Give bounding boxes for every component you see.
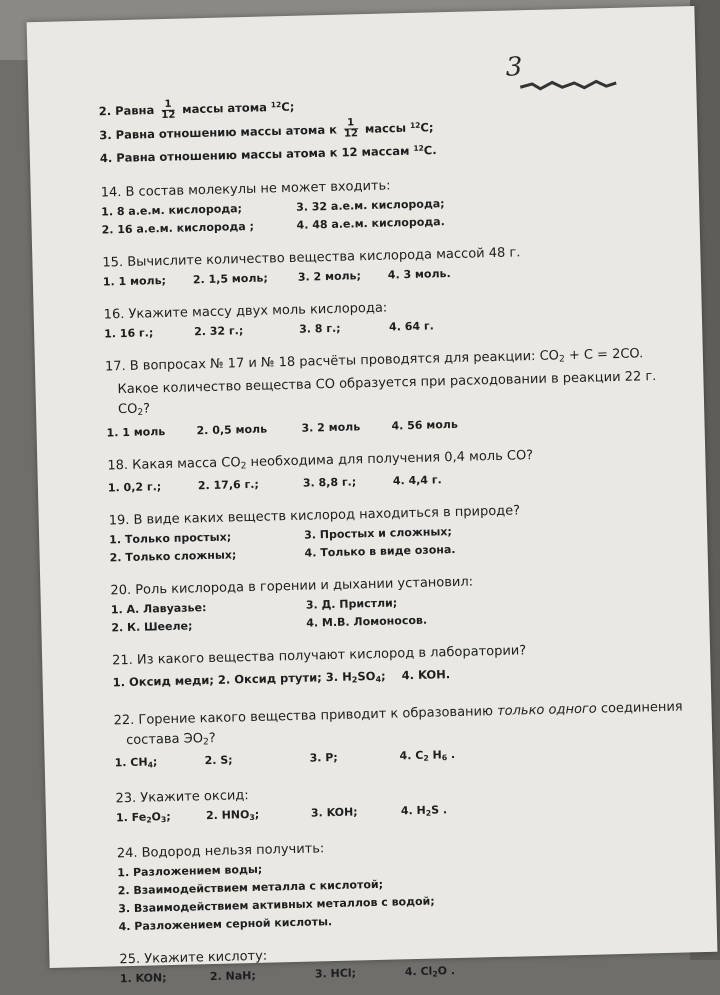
intro-answers bbox=[98, 85, 670, 170]
question-16: 16. Укажите массу двух моль кислорода: 1. 16 г.; 2. 32 г.; 3. 8 г.; 4. 64 г. bbox=[103, 292, 674, 344]
option: 2. S; bbox=[204, 753, 233, 768]
option: 1. 1 моль bbox=[106, 424, 166, 440]
option: 2. NaH; bbox=[209, 969, 256, 984]
option: 1. 8 а.е.м. кислорода; bbox=[101, 202, 243, 219]
option: 3. Д. Пристли; bbox=[305, 596, 398, 612]
option: 1. $CH_4$; bbox=[114, 755, 158, 770]
option: 1. 16 г.; bbox=[104, 326, 154, 341]
fraction: $\frac{1}{12}$ bbox=[161, 98, 176, 121]
option: 3. 32 а.е.м. кислорода; bbox=[295, 197, 445, 214]
option: 3. 2 моль; bbox=[297, 269, 362, 284]
option: 2. 0,5 моль bbox=[196, 422, 268, 438]
option: 3. 2 моль bbox=[301, 420, 361, 435]
option: 2. Оксид ртути; bbox=[217, 670, 322, 687]
page-number: 3 bbox=[505, 52, 523, 83]
option: 4. Разложением серной кислоты. bbox=[118, 915, 333, 934]
option: 4. $C_2$ $H_6$ . bbox=[399, 748, 456, 764]
question-22: 22. Горение какого вещества приводит к образованию только одного соединения состава $ЭО_2$? 1. $CH_4$; 2. S; 3. P; 4. $C_2$ $H_6$ . bbox=[113, 697, 684, 775]
option: 4. 64 г. bbox=[388, 319, 434, 334]
option: 2. 16 а.е.м. кислорода ; bbox=[101, 220, 255, 237]
option: 4. М.В. Ломоносов. bbox=[306, 613, 428, 630]
questions-list bbox=[98, 85, 690, 994]
question-18: 18. Какая масса $CO_2$ необходима для получения 0,4 моль CO? 1. 0,2 г.; 2. 17,6 г.; 3. 8,8 г.; 4. 4,4 г. bbox=[107, 442, 678, 497]
option: 3. Взаимодействием активных металлов с водой; bbox=[118, 894, 435, 916]
option: 2. $HNO_3$; bbox=[205, 808, 260, 823]
question-17-line-1: 17. В вопросах № 17 и № 18 расчёты проводятся для реакции: $CO_2 + C = 2CO$. bbox=[104, 346, 644, 375]
option: 2. 17,6 г.; bbox=[197, 477, 260, 493]
option: 1. Разложением воды; bbox=[117, 862, 263, 880]
test-sheet bbox=[27, 6, 718, 986]
option: 3. 8,8 г.; bbox=[302, 475, 357, 490]
question-21: 21. Из какого вещества получают кислород в лаборатории? 1. Оксид меди; 2. Оксид ртути; 3. $H_2SO_4$; 4. KOH. bbox=[112, 637, 683, 697]
option: 3. HCl; bbox=[314, 966, 357, 981]
option: 4. $Cl_2O$ . bbox=[404, 964, 456, 979]
option: 1. Только простых; bbox=[109, 530, 232, 547]
option: 1. А. Лавуазье: bbox=[110, 601, 207, 617]
option: 2. К. Шееле; bbox=[111, 619, 193, 635]
intro-line-2: 2. Равна $\frac{1}{12}$ массы атома $^{12}$C; bbox=[98, 98, 295, 121]
option: 3. P; bbox=[309, 751, 338, 765]
fraction: $\frac{1}{12}$ bbox=[343, 117, 359, 141]
question-14: 14. В состав молекулы не может входить: 1. 8 а.е.м. кислорода; 3. 32 а.е.м. кислорода; 2. 16 а.е.м. кислорода ; 4. 48 а.е.м. кислорода. bbox=[101, 170, 672, 240]
option: 3. 8 г.; bbox=[298, 321, 341, 336]
option: 2. Взаимодействием металла с кислотой; bbox=[117, 877, 384, 898]
intro-line-3: 3. Равна отношению массы атома к $\frac{1}{12}$ массы $^{12}$C; bbox=[99, 117, 434, 143]
option: 4. 4,4 г. bbox=[392, 473, 442, 488]
question-20: 20. Роль кислорода в горении и дыхании установил: 1. А. Лавуазье: 3. Д. Пристли; 2. К. Шееле; 4. М.В. Ломоносов. bbox=[110, 567, 681, 637]
option: 4. Только в виде озона. bbox=[304, 542, 456, 560]
option: 4. 48 а.е.м. кислорода. bbox=[296, 215, 445, 232]
option: 3. Простых и сложных; bbox=[303, 525, 453, 542]
option: 1. 0,2 г.; bbox=[107, 480, 162, 495]
option: 1. KON; bbox=[119, 971, 167, 986]
option: 3. KOH; bbox=[310, 805, 358, 820]
option: 3. $H_2SO_4$; bbox=[325, 668, 386, 685]
option: 2. 32 г.; bbox=[194, 324, 244, 339]
option: 1. 1 моль; bbox=[102, 274, 167, 289]
option: 1. $Fe_2O_3$; bbox=[115, 810, 171, 825]
question-25: 25. Укажите кислоту: 1. KON; 2. NaH; 3. HCl; 4. $Cl_2O$ . bbox=[119, 936, 690, 991]
question-17 bbox=[105, 344, 677, 442]
question-15: 15. Вычислите количество вещества кислорода массой 48 г. 1. 1 моль; 2. 1,5 моль; 3. 2 моль; 4. 3 моль. bbox=[102, 240, 673, 292]
option: 4. 56 моль bbox=[391, 417, 459, 433]
question-24: 24. Водород нельзя получить: 1. Разложением воды; 2. Взаимодействием металла с кислотой; 3. Взаимодействием активных металлов с водой; 4. Разложением серной кислоты. bbox=[117, 831, 689, 937]
question-17-line-2: Какое количество вещества CO образуется при расходовании в реакции 22 г. $CO_2$? bbox=[117, 369, 657, 419]
option: 1. Оксид меди; bbox=[112, 672, 215, 690]
intro-line-4: 4. Равна отношению массы атома к 12 массам $^{12}$C. bbox=[99, 143, 437, 166]
option: 4. $H_2S$ . bbox=[400, 803, 448, 818]
option: 2. 1,5 моль; bbox=[192, 271, 268, 287]
option: 2. Только сложных; bbox=[109, 548, 237, 565]
question-23: 23. Укажите оксид: 1. $Fe_2O_3$; 2. $HNO_3$; 3. KOH; 4. $H_2S$ . bbox=[115, 776, 686, 831]
question-19: 19. В виде каких веществ кислород находиться в природе? 1. Только простых; 3. Простых и сложных; 2. Только сложных; 4. Только в виде озона. bbox=[109, 498, 680, 568]
option: 4. 3 моль. bbox=[387, 267, 451, 282]
option: 4. KOH. bbox=[401, 667, 451, 683]
